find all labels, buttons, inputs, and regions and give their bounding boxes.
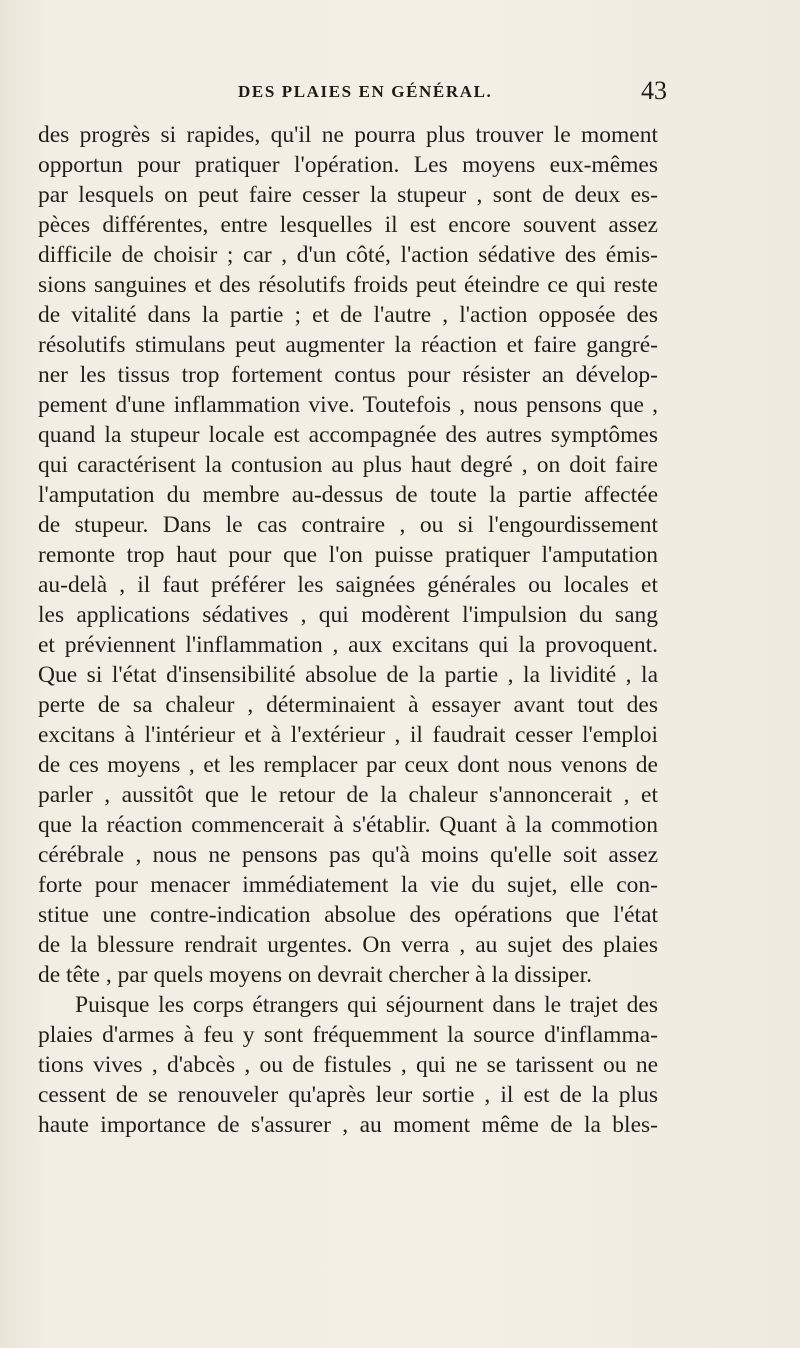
text-line: pèces différentes, entre lesquelles il est encore souvent assez [38, 212, 658, 238]
text-line: et préviennent l'inflammation , aux excitans qui la provoquent. [38, 632, 658, 658]
text-line: de vitalité dans la partie ; et de l'autre , l'action opposée des [38, 302, 658, 328]
text-line: Que si l'état d'insensibilité absolue de la partie , la lividité , la [38, 662, 658, 688]
running-head [0, 78, 800, 108]
text-line: forte pour menacer immédiatement la vie du sujet, elle con- [38, 872, 658, 898]
text-line: remonte trop haut pour que l'on puisse pratiquer l'amputation [38, 542, 658, 568]
text-line: résolutifs stimulans peut augmenter la réaction et faire gangré- [38, 332, 658, 358]
text-line: pement d'une inflammation vive. Toutefois , nous pensons que , [38, 392, 658, 418]
text-line: de la blessure rendrait urgentes. On verra , au sujet des plaies [38, 932, 658, 958]
text-line: difficile de choisir ; car , d'un côté, l'action sédative des émis- [38, 242, 658, 268]
text-line: cessent de se renouveler qu'après leur sortie , il est de la plus [38, 1082, 658, 1108]
text-line: stitue une contre-indication absolue des opérations que l'état [38, 902, 658, 928]
text-line: opportun pour pratiquer l'opération. Les moyens eux-mêmes [38, 152, 658, 178]
text-line: ner les tissus trop fortement contus pour résister an dévelop- [38, 362, 658, 388]
text-line: cérébrale , nous ne pensons pas qu'à moins qu'elle soit assez [38, 842, 658, 868]
text-line: qui caractérisent la contusion au plus haut degré , on doit faire [38, 452, 658, 478]
text-line: tions vives , d'abcès , ou de fistules , qui ne se tarissent ou ne [38, 1052, 658, 1078]
text-line: quand la stupeur locale est accompagnée des autres symptômes [38, 422, 658, 448]
running-title: DES PLAIES EN GÉNÉRAL. [238, 82, 493, 101]
text-line: l'amputation du membre au-dessus de toute la partie affectée [38, 482, 658, 508]
text-line: de tête , par quels moyens on devrait chercher à la dissiper. [38, 962, 593, 988]
text-line: haute importance de s'assurer , au moment même de la bles- [38, 1112, 658, 1138]
page-number: 43 [641, 76, 667, 105]
text-line: au-delà , il faut préférer les saignées générales ou locales et [38, 572, 658, 598]
text-line: les applications sédatives , qui modèrent l'impulsion du sang [38, 602, 658, 628]
text-line: que la réaction commencerait à s'établir. Quant à la commotion [38, 812, 658, 838]
text-line: excitans à l'intérieur et à l'extérieur , il faudrait cesser l'emploi [38, 722, 658, 748]
paragraph-first-line: Puisque les corps étrangers qui séjournent dans le trajet des [75, 992, 658, 1018]
text-line: par lesquels on peut faire cesser la stupeur , sont de deux es- [38, 182, 658, 208]
text-line: des progrès si rapides, qu'il ne pourra plus trouver le moment [38, 122, 658, 148]
text-line: de ces moyens , et les remplacer par ceux dont nous venons de [38, 752, 658, 778]
text-line: plaies d'armes à feu y sont fréquemment la source d'inflamma- [38, 1022, 658, 1048]
text-line: de stupeur. Dans le cas contraire , ou si l'engourdissement [38, 512, 658, 538]
text-line: sions sanguines et des résolutifs froids peut éteindre ce qui reste [38, 272, 658, 298]
text-line: parler , aussitôt que le retour de la chaleur s'annoncerait , et [38, 782, 658, 808]
text-line: perte de sa chaleur , déterminaient à essayer avant tout des [38, 692, 658, 718]
